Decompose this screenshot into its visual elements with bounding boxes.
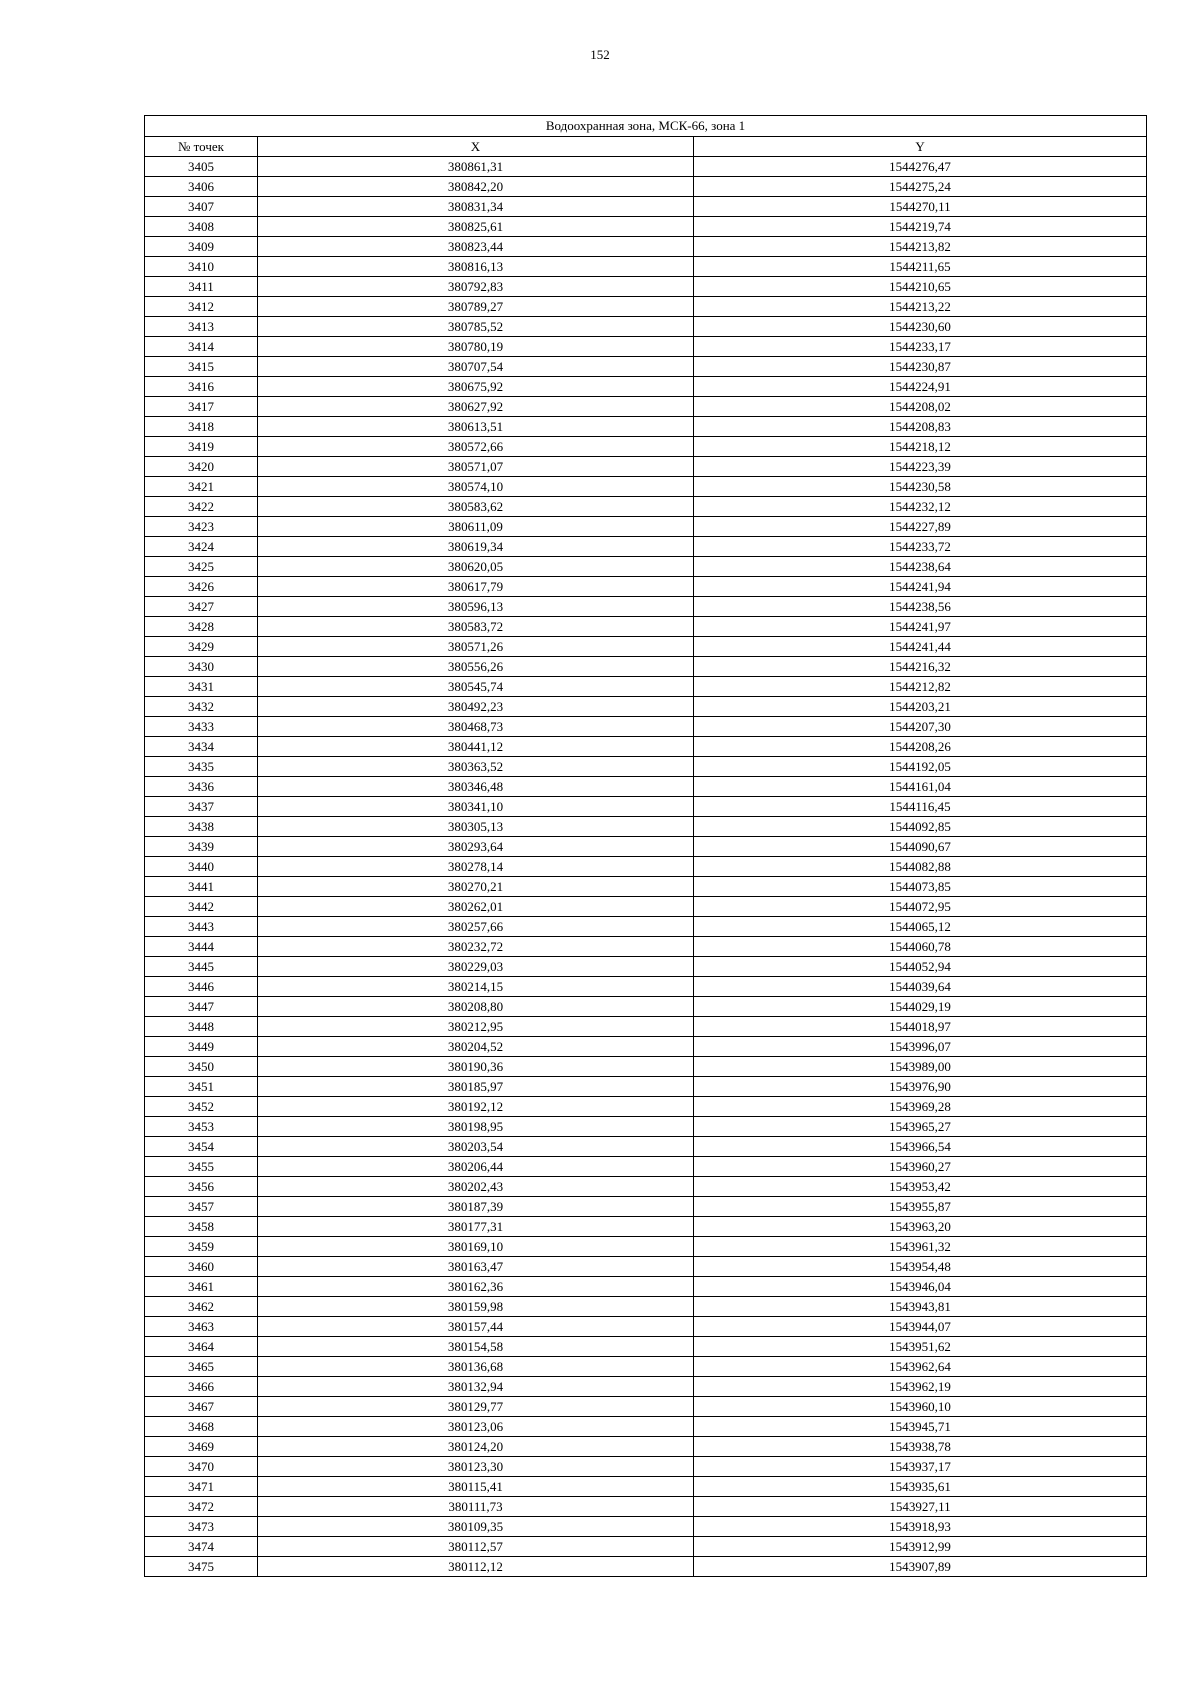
point-number-cell: 3411 [145,277,258,297]
x-cell: 380159,98 [258,1297,694,1317]
table-body [145,157,1147,1577]
header-point-number: № точек [145,137,258,157]
y-cell: 1544060,78 [694,937,1147,957]
y-cell: 1543935,61 [694,1477,1147,1497]
x-cell: 380202,43 [258,1177,694,1197]
y-cell: 1543945,71 [694,1417,1147,1437]
table-row [145,397,1147,417]
y-cell: 1544238,56 [694,597,1147,617]
point-number-cell: 3407 [145,197,258,217]
y-cell: 1543946,04 [694,1277,1147,1297]
y-cell: 1543938,78 [694,1437,1147,1457]
x-cell: 380823,44 [258,237,694,257]
table-row [145,1277,1147,1297]
table-row [145,617,1147,637]
table-row [145,997,1147,1017]
point-number-cell: 3455 [145,1157,258,1177]
point-number-cell: 3439 [145,837,258,857]
point-number-cell: 3415 [145,357,258,377]
x-cell: 380129,77 [258,1397,694,1417]
table-row [145,457,1147,477]
x-cell: 380208,80 [258,997,694,1017]
table-row [145,357,1147,377]
y-cell: 1544219,74 [694,217,1147,237]
point-number-cell: 3456 [145,1177,258,1197]
point-number-cell: 3453 [145,1117,258,1137]
table-row [145,257,1147,277]
y-cell: 1543955,87 [694,1197,1147,1217]
table-row [145,1177,1147,1197]
x-cell: 380842,20 [258,177,694,197]
table-row [145,1057,1147,1077]
point-number-cell: 3435 [145,757,258,777]
y-cell: 1544073,85 [694,877,1147,897]
point-number-cell: 3459 [145,1237,258,1257]
y-cell: 1544233,72 [694,537,1147,557]
table-row [145,1377,1147,1397]
point-number-cell: 3442 [145,897,258,917]
y-cell: 1544018,97 [694,1017,1147,1037]
point-number-cell: 3475 [145,1557,258,1577]
x-cell: 380198,95 [258,1117,694,1137]
table-caption-row [145,116,1147,137]
point-number-cell: 3449 [145,1037,258,1057]
coordinates-table [144,115,1147,1577]
table-row [145,377,1147,397]
page-number: 152 [590,47,610,62]
x-cell: 380123,06 [258,1417,694,1437]
table-row [145,417,1147,437]
table-row [145,337,1147,357]
point-number-cell: 3472 [145,1497,258,1517]
x-cell: 380341,10 [258,797,694,817]
point-number-cell: 3414 [145,337,258,357]
point-number-cell: 3428 [145,617,258,637]
table-row [145,1497,1147,1517]
table-row [145,217,1147,237]
x-cell: 380596,13 [258,597,694,617]
y-cell: 1544029,19 [694,997,1147,1017]
point-number-cell: 3424 [145,537,258,557]
x-cell: 380203,54 [258,1137,694,1157]
x-cell: 380611,09 [258,517,694,537]
y-cell: 1544208,26 [694,737,1147,757]
table-row [145,1357,1147,1377]
y-cell: 1544161,04 [694,777,1147,797]
y-cell: 1543961,32 [694,1237,1147,1257]
point-number-cell: 3463 [145,1317,258,1337]
y-cell: 1544230,87 [694,357,1147,377]
y-cell: 1544072,95 [694,897,1147,917]
y-cell: 1544241,44 [694,637,1147,657]
table-row [145,1297,1147,1317]
point-number-cell: 3430 [145,657,258,677]
x-cell: 380229,03 [258,957,694,977]
point-number-cell: 3445 [145,957,258,977]
x-cell: 380785,52 [258,317,694,337]
table-row [145,577,1147,597]
table-row [145,177,1147,197]
y-cell: 1544276,47 [694,157,1147,177]
x-cell: 380187,39 [258,1197,694,1217]
x-cell: 380572,66 [258,437,694,457]
x-cell: 380363,52 [258,757,694,777]
table-row [145,1117,1147,1137]
y-cell: 1544203,21 [694,697,1147,717]
x-cell: 380707,54 [258,357,694,377]
x-cell: 380619,34 [258,537,694,557]
y-cell: 1543976,90 [694,1077,1147,1097]
x-cell: 380124,20 [258,1437,694,1457]
table-header-row [145,137,1147,157]
y-cell: 1543962,19 [694,1377,1147,1397]
y-cell: 1543965,27 [694,1117,1147,1137]
x-cell: 380136,68 [258,1357,694,1377]
x-cell: 380257,66 [258,917,694,937]
point-number-cell: 3470 [145,1457,258,1477]
table-row [145,717,1147,737]
x-cell: 380583,62 [258,497,694,517]
table-row [145,877,1147,897]
point-number-cell: 3466 [145,1377,258,1397]
x-cell: 380212,95 [258,1017,694,1037]
y-cell: 1544232,12 [694,497,1147,517]
point-number-cell: 3417 [145,397,258,417]
table-row [145,317,1147,337]
y-cell: 1543969,28 [694,1097,1147,1117]
x-cell: 380123,30 [258,1457,694,1477]
y-cell: 1544207,30 [694,717,1147,737]
y-cell: 1543951,62 [694,1337,1147,1357]
table-row [145,1237,1147,1257]
point-number-cell: 3413 [145,317,258,337]
point-number-cell: 3425 [145,557,258,577]
header-x: X [258,137,694,157]
x-cell: 380780,19 [258,337,694,357]
table-row [145,1097,1147,1117]
table-row [145,937,1147,957]
x-cell: 380571,07 [258,457,694,477]
x-cell: 380262,01 [258,897,694,917]
x-cell: 380816,13 [258,257,694,277]
table-row [145,1077,1147,1097]
table-row [145,977,1147,997]
point-number-cell: 3461 [145,1277,258,1297]
point-number-cell: 3423 [145,517,258,537]
point-number-cell: 3421 [145,477,258,497]
y-cell: 1544216,32 [694,657,1147,677]
point-number-cell: 3410 [145,257,258,277]
y-cell: 1543962,64 [694,1357,1147,1377]
x-cell: 380675,92 [258,377,694,397]
table-row [145,157,1147,177]
y-cell: 1544052,94 [694,957,1147,977]
x-cell: 380492,23 [258,697,694,717]
point-number-cell: 3434 [145,737,258,757]
point-number-cell: 3473 [145,1517,258,1537]
x-cell: 380157,44 [258,1317,694,1337]
point-number-cell: 3431 [145,677,258,697]
x-cell: 380111,73 [258,1497,694,1517]
table-row [145,277,1147,297]
point-number-cell: 3408 [145,217,258,237]
point-number-cell: 3460 [145,1257,258,1277]
y-cell: 1544224,91 [694,377,1147,397]
y-cell: 1544211,65 [694,257,1147,277]
y-cell: 1544116,45 [694,797,1147,817]
table-row [145,777,1147,797]
y-cell: 1543912,99 [694,1537,1147,1557]
table-row [145,237,1147,257]
point-number-cell: 3451 [145,1077,258,1097]
point-number-cell: 3467 [145,1397,258,1417]
x-cell: 380232,72 [258,937,694,957]
x-cell: 380346,48 [258,777,694,797]
table-row [145,597,1147,617]
x-cell: 380112,12 [258,1557,694,1577]
table-row [145,897,1147,917]
table-row [145,1537,1147,1557]
x-cell: 380192,12 [258,1097,694,1117]
y-cell: 1543989,00 [694,1057,1147,1077]
point-number-cell: 3405 [145,157,258,177]
x-cell: 380617,79 [258,577,694,597]
table-caption: Водоохранная зона, МСК-66, зона 1 [145,116,1147,137]
y-cell: 1543954,48 [694,1257,1147,1277]
table-row [145,817,1147,837]
point-number-cell: 3446 [145,977,258,997]
point-number-cell: 3471 [145,1477,258,1497]
table-row [145,757,1147,777]
table-row [145,1137,1147,1157]
y-cell: 1544210,65 [694,277,1147,297]
x-cell: 380185,97 [258,1077,694,1097]
y-cell: 1544227,89 [694,517,1147,537]
point-number-cell: 3406 [145,177,258,197]
table-row [145,497,1147,517]
y-cell: 1544208,83 [694,417,1147,437]
x-cell: 380583,72 [258,617,694,637]
y-cell: 1544230,60 [694,317,1147,337]
point-number-cell: 3444 [145,937,258,957]
y-cell: 1544270,11 [694,197,1147,217]
x-cell: 380206,44 [258,1157,694,1177]
y-cell: 1544192,05 [694,757,1147,777]
y-cell: 1544241,94 [694,577,1147,597]
x-cell: 380204,52 [258,1037,694,1057]
x-cell: 380792,83 [258,277,694,297]
point-number-cell: 3448 [145,1017,258,1037]
x-cell: 380789,27 [258,297,694,317]
table-row [145,1557,1147,1577]
y-cell: 1543927,11 [694,1497,1147,1517]
y-cell: 1544233,17 [694,337,1147,357]
x-cell: 380574,10 [258,477,694,497]
point-number-cell: 3422 [145,497,258,517]
table-row [145,1157,1147,1177]
x-cell: 380163,47 [258,1257,694,1277]
point-number-cell: 3429 [145,637,258,657]
point-number-cell: 3469 [145,1437,258,1457]
point-number-cell: 3416 [145,377,258,397]
point-number-cell: 3440 [145,857,258,877]
table-row [145,797,1147,817]
point-number-cell: 3465 [145,1357,258,1377]
y-cell: 1544238,64 [694,557,1147,577]
y-cell: 1544090,67 [694,837,1147,857]
y-cell: 1544065,12 [694,917,1147,937]
x-cell: 380270,21 [258,877,694,897]
table-row [145,1257,1147,1277]
table-row [145,1017,1147,1037]
table-row [145,1397,1147,1417]
point-number-cell: 3454 [145,1137,258,1157]
table-row [145,857,1147,877]
table-row [145,437,1147,457]
header-y: Y [694,137,1147,157]
point-number-cell: 3427 [145,597,258,617]
point-number-cell: 3452 [145,1097,258,1117]
x-cell: 380112,57 [258,1537,694,1557]
x-cell: 380468,73 [258,717,694,737]
table-row [145,1517,1147,1537]
x-cell: 380162,36 [258,1277,694,1297]
y-cell: 1544092,85 [694,817,1147,837]
x-cell: 380831,34 [258,197,694,217]
table-row [145,1317,1147,1337]
y-cell: 1544208,02 [694,397,1147,417]
point-number-cell: 3420 [145,457,258,477]
point-number-cell: 3457 [145,1197,258,1217]
point-number-cell: 3450 [145,1057,258,1077]
point-number-cell: 3458 [145,1217,258,1237]
table-row [145,537,1147,557]
x-cell: 380627,92 [258,397,694,417]
point-number-cell: 3443 [145,917,258,937]
x-cell: 380115,41 [258,1477,694,1497]
y-cell: 1544212,82 [694,677,1147,697]
table-row [145,1217,1147,1237]
x-cell: 380293,64 [258,837,694,857]
table-row [145,1037,1147,1057]
x-cell: 380169,10 [258,1237,694,1257]
table-row [145,517,1147,537]
y-cell: 1543937,17 [694,1457,1147,1477]
y-cell: 1544275,24 [694,177,1147,197]
table-row [145,657,1147,677]
y-cell: 1543966,54 [694,1137,1147,1157]
table-row [145,1477,1147,1497]
table-row [145,197,1147,217]
y-cell: 1543918,93 [694,1517,1147,1537]
x-cell: 380278,14 [258,857,694,877]
x-cell: 380620,05 [258,557,694,577]
table-row [145,917,1147,937]
point-number-cell: 3437 [145,797,258,817]
y-cell: 1543944,07 [694,1317,1147,1337]
point-number-cell: 3441 [145,877,258,897]
table-row [145,1457,1147,1477]
point-number-cell: 3474 [145,1537,258,1557]
point-number-cell: 3433 [145,717,258,737]
table-row [145,297,1147,317]
y-cell: 1543907,89 [694,1557,1147,1577]
table-row [145,677,1147,697]
table-row [145,737,1147,757]
x-cell: 380861,31 [258,157,694,177]
y-cell: 1543963,20 [694,1217,1147,1237]
table-row [145,1197,1147,1217]
point-number-cell: 3419 [145,437,258,457]
y-cell: 1543943,81 [694,1297,1147,1317]
table-row [145,697,1147,717]
point-number-cell: 3438 [145,817,258,837]
x-cell: 380613,51 [258,417,694,437]
table-row [145,837,1147,857]
point-number-cell: 3464 [145,1337,258,1357]
point-number-cell: 3436 [145,777,258,797]
y-cell: 1543960,10 [694,1397,1147,1417]
x-cell: 380571,26 [258,637,694,657]
y-cell: 1543953,42 [694,1177,1147,1197]
y-cell: 1544230,58 [694,477,1147,497]
y-cell: 1544213,22 [694,297,1147,317]
y-cell: 1544241,97 [694,617,1147,637]
x-cell: 380214,15 [258,977,694,997]
point-number-cell: 3447 [145,997,258,1017]
table-row [145,477,1147,497]
table-row [145,557,1147,577]
y-cell: 1543960,27 [694,1157,1147,1177]
y-cell: 1544218,12 [694,437,1147,457]
x-cell: 380825,61 [258,217,694,237]
point-number-cell: 3432 [145,697,258,717]
x-cell: 380545,74 [258,677,694,697]
point-number-cell: 3409 [145,237,258,257]
point-number-cell: 3468 [145,1417,258,1437]
table-row [145,1337,1147,1357]
table-row [145,957,1147,977]
y-cell: 1544213,82 [694,237,1147,257]
point-number-cell: 3462 [145,1297,258,1317]
point-number-cell: 3412 [145,297,258,317]
x-cell: 380190,36 [258,1057,694,1077]
y-cell: 1544039,64 [694,977,1147,997]
x-cell: 380109,35 [258,1517,694,1537]
point-number-cell: 3426 [145,577,258,597]
x-cell: 380305,13 [258,817,694,837]
x-cell: 380132,94 [258,1377,694,1397]
y-cell: 1544082,88 [694,857,1147,877]
point-number-cell: 3418 [145,417,258,437]
table-row [145,1437,1147,1457]
y-cell: 1543996,07 [694,1037,1147,1057]
x-cell: 380441,12 [258,737,694,757]
y-cell: 1544223,39 [694,457,1147,477]
x-cell: 380556,26 [258,657,694,677]
table-row [145,637,1147,657]
table-row [145,1417,1147,1437]
x-cell: 380177,31 [258,1217,694,1237]
x-cell: 380154,58 [258,1337,694,1357]
